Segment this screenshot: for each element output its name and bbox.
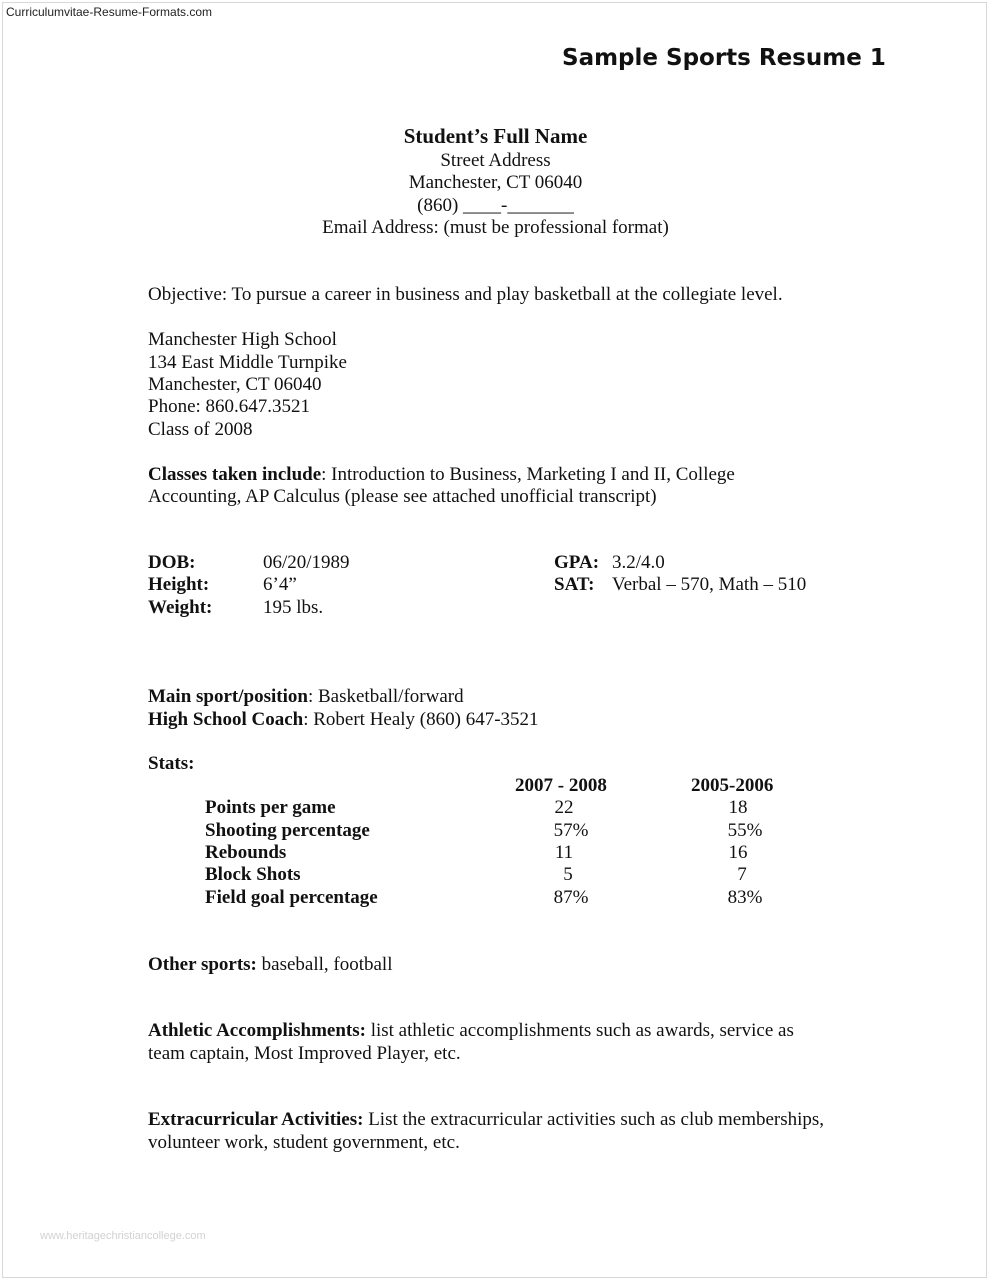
- coach-line: [148, 709, 539, 731]
- athletic-line-2: team captain, Most Improved Player, etc.: [148, 1043, 461, 1064]
- dob-label: DOB:: [148, 552, 196, 573]
- stats-header-2005: 2005-2006: [691, 775, 774, 796]
- stat-value-2007: 11: [554, 842, 574, 863]
- other-sports-label: Other sports:: [148, 954, 257, 975]
- coach-value: : Robert Healy (860) 647-3521: [303, 709, 539, 730]
- stat-value-2007: 57%: [553, 820, 589, 841]
- other-sports-value: baseball, football: [256, 954, 393, 975]
- site-watermark: Curriculumvitae-Resume-Formats.com: [6, 5, 213, 19]
- gpa-value: 3.2/4.0: [612, 552, 665, 573]
- school-address: 134 East Middle Turnpike: [148, 352, 347, 373]
- stat-value-2005: 55%: [727, 820, 763, 841]
- stat-label: Rebounds: [205, 842, 287, 863]
- stat-value-2007: 22: [554, 797, 574, 818]
- stat-label: Field goal percentage: [205, 887, 378, 908]
- extracurricular-label: Extracurricular Activities:: [148, 1109, 364, 1130]
- main-sport-label: Main sport/position: [148, 686, 308, 707]
- document-title: Sample Sports Resume 1: [562, 45, 886, 71]
- classes-label: Classes taken include: [148, 464, 322, 485]
- extracurricular-text: List the extracurricular activities such as club memberships,: [363, 1109, 825, 1130]
- footer-watermark: www.heritagechristiancollege.com: [40, 1230, 206, 1242]
- school-name: Manchester High School: [148, 329, 337, 350]
- extracurricular-line-2: volunteer work, student government, etc.: [148, 1132, 460, 1153]
- stat-label: Points per game: [205, 797, 336, 818]
- height-value: 6’4”: [263, 574, 297, 595]
- email-line: Email Address: (must be professional format): [322, 217, 669, 238]
- stat-value-2007: 5: [563, 864, 573, 885]
- stats-header-2007: 2007 - 2008: [515, 775, 607, 796]
- stat-label: Block Shots: [205, 864, 301, 885]
- weight-label: Weight:: [148, 597, 213, 618]
- sat-label: SAT:: [554, 574, 595, 595]
- athletic-label: Athletic Accomplishments:: [148, 1020, 366, 1041]
- objective: Objective: To pursue a career in business and play basketball at the collegiate level.: [148, 284, 783, 305]
- sat-value: Verbal – 570, Math – 510: [612, 574, 807, 595]
- student-name: Student’s Full Name: [403, 124, 588, 148]
- athletic-line-1: [148, 1020, 794, 1042]
- classes-text: : Introduction to Business, Marketing I and II, College: [321, 464, 735, 485]
- stat-label: Shooting percentage: [205, 820, 370, 841]
- classes-line-1: [148, 464, 735, 486]
- phone-placeholder: (860) ____-_______: [417, 195, 574, 216]
- class-year: Class of 2008: [148, 419, 253, 440]
- classes-line-2: Accounting, AP Calculus (please see attached unofficial transcript): [148, 486, 657, 507]
- school-phone: Phone: 860.647.3521: [148, 396, 311, 417]
- height-label: Height:: [148, 574, 210, 595]
- city-state: Manchester, CT 06040: [408, 172, 583, 193]
- main-sport-value: : Basketball/forward: [307, 686, 464, 707]
- extracurricular-line-1: [148, 1109, 824, 1131]
- stat-value-2005: 7: [737, 864, 747, 885]
- stat-value-2005: 18: [728, 797, 748, 818]
- main-sport-line: [148, 686, 464, 708]
- school-city: Manchester, CT 06040: [148, 374, 322, 395]
- dob-value: 06/20/1989: [263, 552, 350, 573]
- stat-value-2007: 87%: [553, 887, 589, 908]
- weight-value: 195 lbs.: [263, 597, 324, 618]
- gpa-label: GPA:: [554, 552, 600, 573]
- stat-value-2005: 16: [728, 842, 748, 863]
- stats-label: Stats:: [148, 753, 195, 774]
- street-address: Street Address: [440, 150, 551, 171]
- coach-label: High School Coach: [148, 709, 304, 730]
- athletic-text: list athletic accomplishments such as awards, service as: [365, 1020, 794, 1041]
- other-sports-line: [148, 954, 393, 976]
- stat-value-2005: 83%: [727, 887, 763, 908]
